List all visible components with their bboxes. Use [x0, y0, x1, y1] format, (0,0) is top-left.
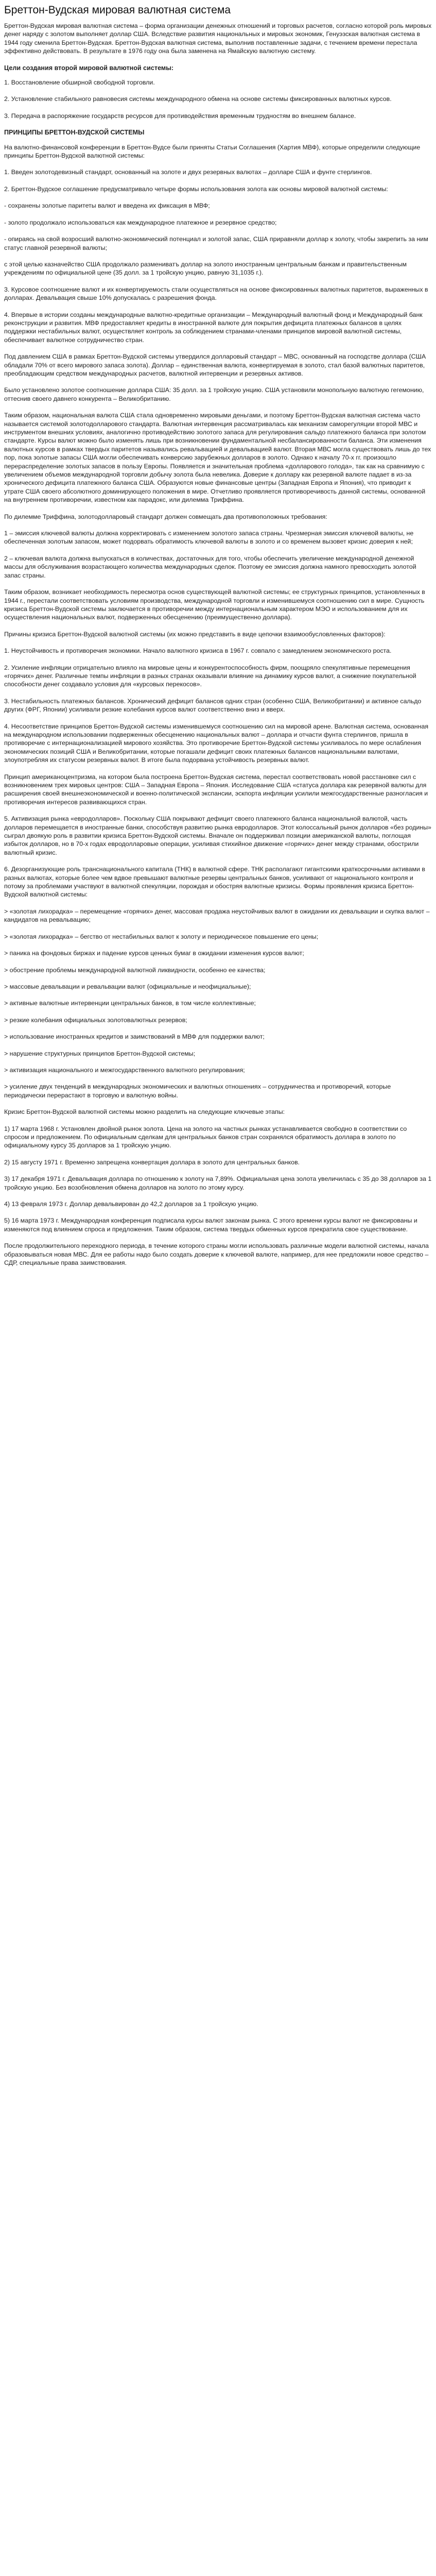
- section-heading: Цели создания второй мировой валютной системы:: [4, 64, 174, 72]
- paragraph: - сохранены золотые паритеты валют и введена их фиксация в МВФ;: [4, 202, 210, 210]
- paragraph: Было установлено золотое соотношение доллара США: 35 долл. за 1 тройскую унцию. США установили монопольную валютную гегемонию, оттеснив своего давнего конкурента – Великобританию.: [4, 386, 424, 402]
- paragraph: - золото продолжало использоваться как международное платежное и резервное средство;: [4, 218, 277, 226]
- paragraph: Под давлением США в рамках Бреттон-Вудской системы утвердился долларовый стандарт – МВС, основанный на господстве доллара (США обладали 70% от всего мирового запаса золота). Доллар – единственная валюта, конвертируемая в золото, стал базой валютных паритетов, преобладающим средством международных расчетов, валютной интервенции и резервных активов.: [4, 353, 426, 377]
- paragraph: 5) 16 марта 1973 г. Международная конференция подписала курсы валют законам рынка. С этого времени курсы валют не фиксированы и изменяются под влиянием спроса и предложения. Таким образом, система твердых обменных курсов прекратила свое существование.: [4, 1217, 417, 1233]
- paragraph: > «золотая лихорадка» – перемещение «горячих» денег, массовая продажа неустойчивых валют в ожидании их девальвации и скупка валют – кандидатов на ревальвацию;: [4, 907, 430, 924]
- paragraph: 3. Нестабильность платежных балансов. Хронический дефицит балансов одних стран (особенно США, Великобритании) и активное сальдо других (ФРГ, Японии) усиливали резкие колебания курсов валют соответственно вниз и вверх.: [4, 697, 422, 714]
- paragraph: > активизация национального и межгосударственного валютного регулирования;: [4, 1066, 245, 1074]
- paragraph: 1) 17 марта 1968 г. Установлен двойной рынок золота. Цена на золото на частных рынках устанавливается свободно в соответствии со спросом и предложением. По официальным сделкам для центральных банков стран сохранялся обратимость доллара в золото по официальному курсу 35 долларов за 1 тройскую унцию.: [4, 1125, 407, 1149]
- page-title: Бреттон-Вудская мировая валютная система: [4, 4, 231, 16]
- article-body: [4, 22, 432, 1267]
- paragraph: > обострение проблемы международной валютной ликвидности, особенно ее качества;: [4, 966, 266, 974]
- paragraph: 1 – эмиссия ключевой валюты должна корректировать с изменением золотого запаса страны. Чрезмерная эмиссия ключевой валюты, не обеспеченная золотым запасом, может подорвать обратимость ключевой валюты в золото и со временем вызовет кризис доверия к ней;: [4, 530, 414, 546]
- paragraph: > использование иностранных кредитов и заимствований в МВФ для поддержки валют;: [4, 1033, 265, 1041]
- paragraph: 2 – ключевая валюта должна выпускаться в количествах, достаточных для того, чтобы обеспечить увеличение международной денежной массы для обслуживания возрастающего количества международных сделок. Поэтому ее эмиссия должна намного превосходить золотой запас страны.: [4, 554, 416, 579]
- paragraph: 2. Установление стабильного равновесия системы международного обмена на основе системы фиксированных валютных курсов.: [4, 95, 392, 103]
- paragraph: > массовые девальвации и ревальвации валют (официальные и неофициальные);: [4, 982, 251, 990]
- paragraph: После продолжительного переходного периода, в течение которого страны могли использовать различные модели валютной системы, начала образовываться новая МВС. Для ее работы надо было создать доверие к ключевой валюте, например, для нее предложили новое средство – СДР, специальные права заимствования.: [4, 1242, 429, 1267]
- paragraph: > резкие колебания официальных золотовалютных резервов;: [4, 1016, 187, 1024]
- paragraph: 6. Дезорганизующие роль транснационального капитала (ТНК) в валютной сфере. ТНК располагают гигантскими краткосрочными активами в разных валютах, которые более чем вдвое превышают валютные резервы центральных банков, усиливают от национального контроля и потому за проблемами участвуют в валютной спекуляции, порождая и обостряя валютные кризисы. Формы проявления кризиса Бреттон-Вудской валютной системы:: [4, 866, 425, 899]
- section-heading: ПРИНЦИПЫ БРЕТТОН-ВУДСКОЙ СИСТЕМЫ: [4, 129, 145, 137]
- paragraph: По дилемме Триффина, золотодолларовый стандарт должен совмещать два противоположных требования:: [4, 513, 327, 520]
- paragraph: 1. Восстановление обширной свободной торговли.: [4, 79, 155, 87]
- paragraph: 2. Усиление инфляции отрицательно влияло на мировые цены и конкурентоспособность фирм, поощряло спекулятивные перемещения «горячих» денег. Различные темпы инфляции в разных странах оказывали влияние на динамику курсов валют, а снижение покупательной способности денег создавало условия для «курсовых перекосов».: [4, 664, 416, 688]
- paragraph: 2. Бреттон-Вудское соглашение предусматривало четыре формы использования золота как основы мировой валютной системы:: [4, 185, 388, 193]
- paragraph: 4) 13 февраля 1973 г. Доллар девальвирован до 42,2 долларов за 1 тройскую унцию.: [4, 1200, 258, 1208]
- paragraph: 5. Активизация рынка «евродолларов». Поскольку США покрывают дефицит своего платежного баланса национальной валютой, часть долларов перемещается в иностранные банки, способствуя развитию рынка евродолларов. Этот колоссальный рынок долларов «без родины» сыграл двоякую роль в развитии кризиса Бреттон-Вудской системы. Вначале он поддерживал позиции американской валюты, поглощая избыток долларов, но в 70-х годах евродолларовые операции, усиливая стихийное движение «горячих» денег между странами, обострили валютный кризис.: [4, 815, 431, 856]
- paragraph: Таким образом, возникает необходимость пересмотра основ существующей валютной системы; ее структурных принципов, установленных в 1944 г., перестали соответствовать условиям производства, международной торговли и изменившемуся соотношению сил в мире. Сущность кризиса Бреттон-Вудской системы заключается в противоречии между интернациональным характером МЭО и использованием для их осуществления национальных валют, подверженных обесценению (преимущественно доллара).: [4, 588, 425, 621]
- paragraph: > нарушение структурных принципов Бреттон-Вудской системы;: [4, 1049, 196, 1057]
- paragraph: 3) 17 декабря 1971 г. Девальвация доллара по отношению к золоту на 7,89%. Официальная цена золота увеличилась с 35 до 38 долларов за 1 тройскую унцию. Без возобновления обмена долларов на золото по этому курсу.: [4, 1175, 432, 1191]
- paragraph: - опираясь на свой возросший валютно-экономический потенциал и золотой запас, США приравняли доллар к золоту, чтобы закрепить за ним статус главной резервной валюты;: [4, 235, 428, 251]
- paragraph: Бреттон-Вудская мировая валютная система – форма организации денежных отношений и торговых расчетов, согласно которой роль мировых денег наряду с золотом выполняет доллар США. Вследствие развития национальных и мировых экономик, Генуэзская валютная система в 1944 году сменила Бреттон-Вудская. Бреттон-Вудская валютная система, выполнив поставленные задачи, с течением времени перестала эффективно действовать. В результате в 1976 году она была заменена на Ямайскую валютную систему.: [4, 22, 432, 55]
- paragraph: > паника на фондовых биржах и падение курсов ценных бумаг в ожидании изменения курсов валют;: [4, 950, 304, 957]
- paragraph: > активные валютные интервенции центральных банков, в том числе коллективные;: [4, 999, 256, 1007]
- paragraph: Принцип американоцентризма, на котором была построена Бреттон-Вудская система, перестал соответствовать новой расстановке сил с возникновением трех мировых центров: США – Западная Европа – Япония. Исследование США «статуса доллара как резервной валюты для расширения своей внешнеэкономической и военно-политической экспансии, эскпорта инфляции усилили межгосударственные разногласия и противоречия интересов развивающихся стран.: [4, 773, 428, 806]
- paragraph: с этой целью казначейство США продолжало размениватъ доллар на золото иностранным центральным банкам и правительственным учреждениям по официальной цене (35 долл. за 1 тройскую унцию, равную 31,1035 г.).: [4, 260, 407, 277]
- paragraph: Кризис Бреттон-Вудской валютной системы можно разделить на следующие ключевые этапы:: [4, 1108, 285, 1116]
- paragraph: Причины кризиса Бреттон-Вудской валютной системы (их можно представить в виде цепочки взаимообусловленных факторов):: [4, 630, 386, 638]
- paragraph: 3. Передача в распоряжение государств ресурсов для противодействия временным трудностям во внешнем балансе.: [4, 112, 356, 120]
- paragraph: 1. Введен золотодевизный стандарт, основанный на золоте и двух резервных валютах – долларе США и фунте стерлингов.: [4, 168, 372, 176]
- paragraph: 4. Впервые в истории созданы международные валютно-кредитные организации – Международный валютный фонд и Международный банк реконструкции и развития. МВФ предоставляет кредиты в иностранной валюте для покрытия дефицита платежных балансов в целях поддержки нестабильных валют, осуществляет контроль за соблюдением странами-членами принципов мировой валютной системы, обеспечивает валютное сотрудничество стран.: [4, 311, 423, 344]
- paragraph: На валютно-финансовой конференции в Бреттон-Вудсе были приняты Статьи Соглашения (Хартия МВФ), которые определили следующие принципы Бреттон-Вудской валютной системы:: [4, 143, 421, 160]
- paragraph: 1. Неустойчивость и противоречия экономики. Начало валютного кризиса в 1967 г. совпало с замедлением экономического роста.: [4, 647, 392, 655]
- paragraph: > усиление двух тенденций в международных экономических и валютных отношениях – сотрудничества и противоречий, которые периодически перерастают в торговую и валютную войны.: [4, 1083, 391, 1099]
- paragraph: Таким образом, национальная валюта США стала одновременно мировыми деньгами, и поэтому Бреттон-Вудская валютная система часто называется системой золотодолларового стандарта. Валютная интервенция рассматривалась как механизм саморегуляции второй МВС и инструментом внешних условиях, аналогично противодействию золотого запаса для регулирования сальдо платежного баланса при золотом стандарте. Курсы валют можно было изменять лишь при возникновении фундаментальной несбалансированности баланса. Эти изменения валютных курсов в рамках твердых паритетов назывались ревальвацией и девальвацией валют. Вторая МВС могла существовать лишь до тех пор, пока золотые запасы США могли обеспечивать конверсию зарубежных долларов в золото. Однако к началу 70-х гг. произошло перераспределение золотых запасов в пользу Европы. Появляется и значительная проблема «долларового голода», так как на сравнимую с увеличением объемов международной торговли добычу золота была невелика. Доверие к доллару как резервной валюте падает в из-за хронического дефицита платежного баланса США. Образуются новые финансовые центры (Западная Европа и Япония), что приводит к утрате США своего абсолютного доминирующего положения в мире. Отчетливо проявляется противоречивость данной системы, основанной на внутреннем противоречии, известном как парадокс, или дилемма Триффина.: [4, 412, 431, 504]
- paragraph: 4. Несоответствие принципов Бреттон-Вудской системы изменившемуся соотношению сил на мировой арене. Валютная система, основанная на международном использовании подверженных обесценению национальных валют – доллара и отчасти фунта стерлингов, пришла в противоречие с интернационализацией мирового хозяйства. Это противоречие Бреттон-Вудской системы усиливалось по мере ослабления экономических позиций США и Великобритании, которые погашали дефицит своих платежных балансов национальными валютами, злоупотребляя их статусом резервных валют. В итоге была подорвана устойчивость резервных валют.: [4, 722, 429, 764]
- paragraph: 3. Курсовое соотношение валют и их конвертируемость стали осуществляться на основе фиксированных валютных паритетов, выраженных в долларах. Девальвация свыше 10% допускалась с разрешения фонда.: [4, 285, 428, 302]
- paragraph: 2) 15 августу 1971 г. Временно запрещена конвертация доллара в золото для центральных банков.: [4, 1158, 300, 1166]
- paragraph: > «золотая лихорадка» – бегство от нестабильных валют к золоту и периодическое повышение его цены;: [4, 933, 319, 940]
